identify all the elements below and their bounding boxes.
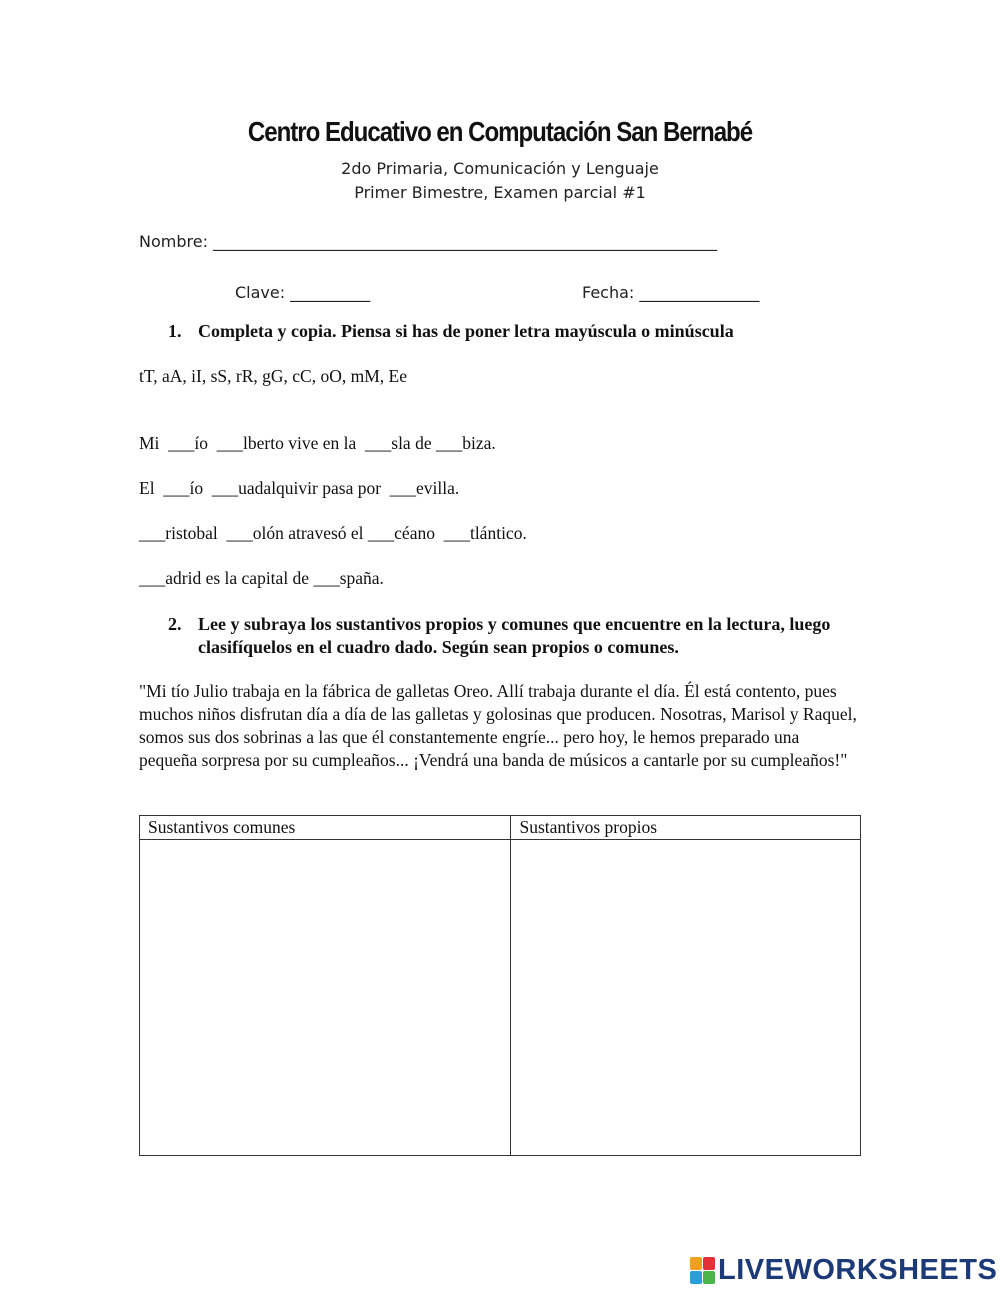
logo-square-2	[703, 1257, 715, 1270]
name-field[interactable]: Nombre: _______________________________________________________________	[139, 232, 718, 251]
question-1-number: 1.	[168, 321, 182, 341]
question-1-text: Completa y copia. Piensa si has de poner letra mayúscula o minúscula	[198, 321, 734, 341]
header-proper-nouns: Sustantivos propios	[511, 816, 861, 840]
letter-pairs: tT, aA, iI, sS, rR, gG, cC, oO, mM, Ee	[139, 366, 407, 386]
question-2-text: Lee y subraya los sustantivos propios y comunes que encuentre en la lectura, luego clasifíquelos en el cuadro dado. Según sean propios o comunes.	[198, 614, 831, 657]
document-subtitle-exam: Primer Bimestre, Examen parcial #1	[354, 183, 646, 202]
liveworksheets-logo-icon	[690, 1257, 714, 1283]
noun-classification-table	[139, 815, 861, 1156]
question-1	[168, 320, 868, 344]
exercise-line-4[interactable]: ___adrid es la capital de ___spaña.	[139, 568, 384, 588]
header-common-nouns: Sustantivos comunes	[140, 816, 511, 840]
logo-square-3	[690, 1271, 702, 1284]
proper-nouns-cell[interactable]	[511, 840, 861, 1156]
exercise-line-1[interactable]: Mi ___ío ___lberto vive en la ___sla de ___biza.	[139, 433, 496, 453]
date-field[interactable]: Fecha: _______________	[582, 283, 760, 302]
liveworksheets-logo	[690, 1253, 998, 1286]
logo-square-1	[690, 1257, 702, 1270]
common-nouns-cell[interactable]	[140, 840, 511, 1156]
exercise-line-2[interactable]: El ___ío ___uadalquivir pasa por ___evilla.	[139, 478, 460, 498]
document-subtitle-course: 2do Primaria, Comunicación y Lenguaje	[341, 159, 659, 178]
code-field[interactable]: Clave: __________	[235, 283, 371, 302]
reading-passage: "Mi tío Julio trabaja en la fábrica de galletas Oreo. Allí trabaja durante el día. Él está contento, pues muchos niños disfrutan día a día de las galletas y golosinas que producen. Nosotras, Marisol y Raquel, somos sus dos sobrinas a las que él constantemente engríe... pero hoy, le hemos preparado una pequeña sorpresa por su cumpleaños... ¡Vendrá una banda de músicos a cantarle por su cumpleaños!"	[139, 681, 857, 770]
question-2	[168, 613, 868, 661]
logo-square-4	[703, 1271, 715, 1284]
logo-text: LIVEWORKSHEETS	[718, 1253, 998, 1286]
exercise-line-3[interactable]: ___ristobal ___olón atravesó el ___céano ___tlántico.	[139, 523, 527, 543]
document-title: Centro Educativo en Computación San Bernabé	[247, 116, 753, 147]
question-2-number: 2.	[168, 614, 182, 634]
